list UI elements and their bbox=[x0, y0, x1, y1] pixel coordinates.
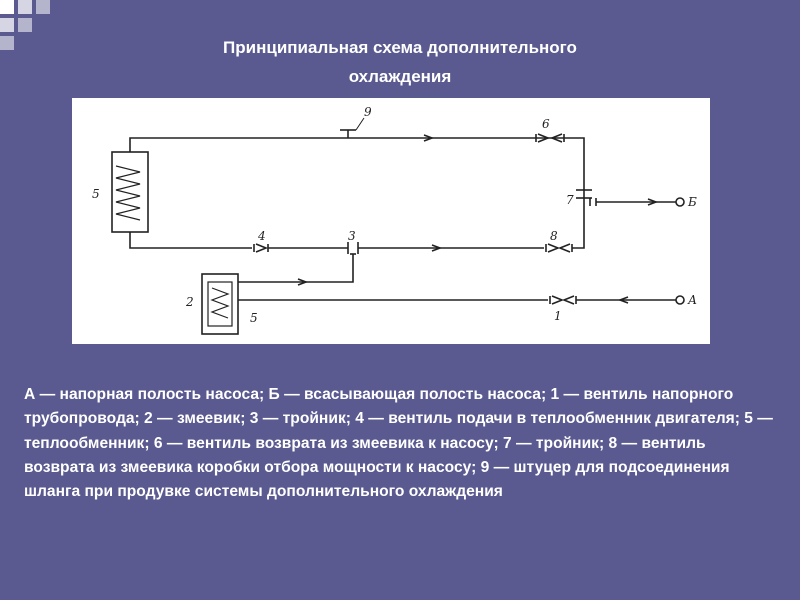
label-3: 3 bbox=[348, 229, 356, 243]
label-8: 8 bbox=[550, 229, 558, 243]
bottom-pipe-left bbox=[130, 232, 252, 248]
coil-supply-pipe bbox=[238, 278, 353, 282]
label-2b: 5 bbox=[250, 311, 258, 325]
label-7: 7 bbox=[566, 193, 574, 207]
cooling-scheme-figure bbox=[72, 98, 710, 344]
valve-1 bbox=[550, 296, 576, 304]
tee-3 bbox=[348, 242, 358, 278]
corner-decoration bbox=[0, 0, 60, 60]
valve-4 bbox=[254, 244, 268, 252]
valve-8 bbox=[546, 244, 572, 252]
legend-caption: А — напорная полость насоса; Б — всасывающая полость насоса; 1 — вентиль напорного трубопровода; 2 — змеевик; 3 — тройник; 4 — вентиль подачи в теплообменник двигателя; 5 — теплообменник; 6 — вентиль возврата из змеевика к насосу; 7 — тройник; 8 — вентиль возврата из змеевика коробки отбора мощности к насосу; 9 — штуцер для подсоединения шланга при продувке системы дополнительного охлаждения bbox=[24, 386, 773, 501]
tee-7 bbox=[576, 190, 676, 206]
valve-6 bbox=[534, 134, 564, 142]
label-6: 6 bbox=[542, 117, 550, 131]
title-line-1: Принципиальная схема дополнительного bbox=[223, 38, 577, 57]
label-2: 2 bbox=[186, 295, 194, 309]
top-pipe-right bbox=[564, 138, 584, 190]
label-a: А bbox=[688, 293, 698, 307]
port-b bbox=[676, 198, 684, 206]
label-9: 9 bbox=[364, 105, 372, 119]
label-b: Б bbox=[688, 195, 697, 209]
label-1: 1 bbox=[554, 309, 562, 323]
heat-exchanger-coil bbox=[116, 166, 140, 220]
port-a bbox=[676, 296, 684, 304]
heat-exchanger bbox=[112, 152, 148, 232]
top-pipe bbox=[130, 138, 534, 152]
slide-title bbox=[100, 33, 700, 91]
title-line-2: охлаждения bbox=[348, 67, 452, 86]
coil-2-housing bbox=[202, 274, 238, 334]
label-5: 5 bbox=[92, 187, 100, 201]
label-4: 4 bbox=[258, 229, 266, 243]
cooling-scheme-diagram bbox=[72, 98, 710, 344]
coil-2 bbox=[212, 288, 228, 318]
